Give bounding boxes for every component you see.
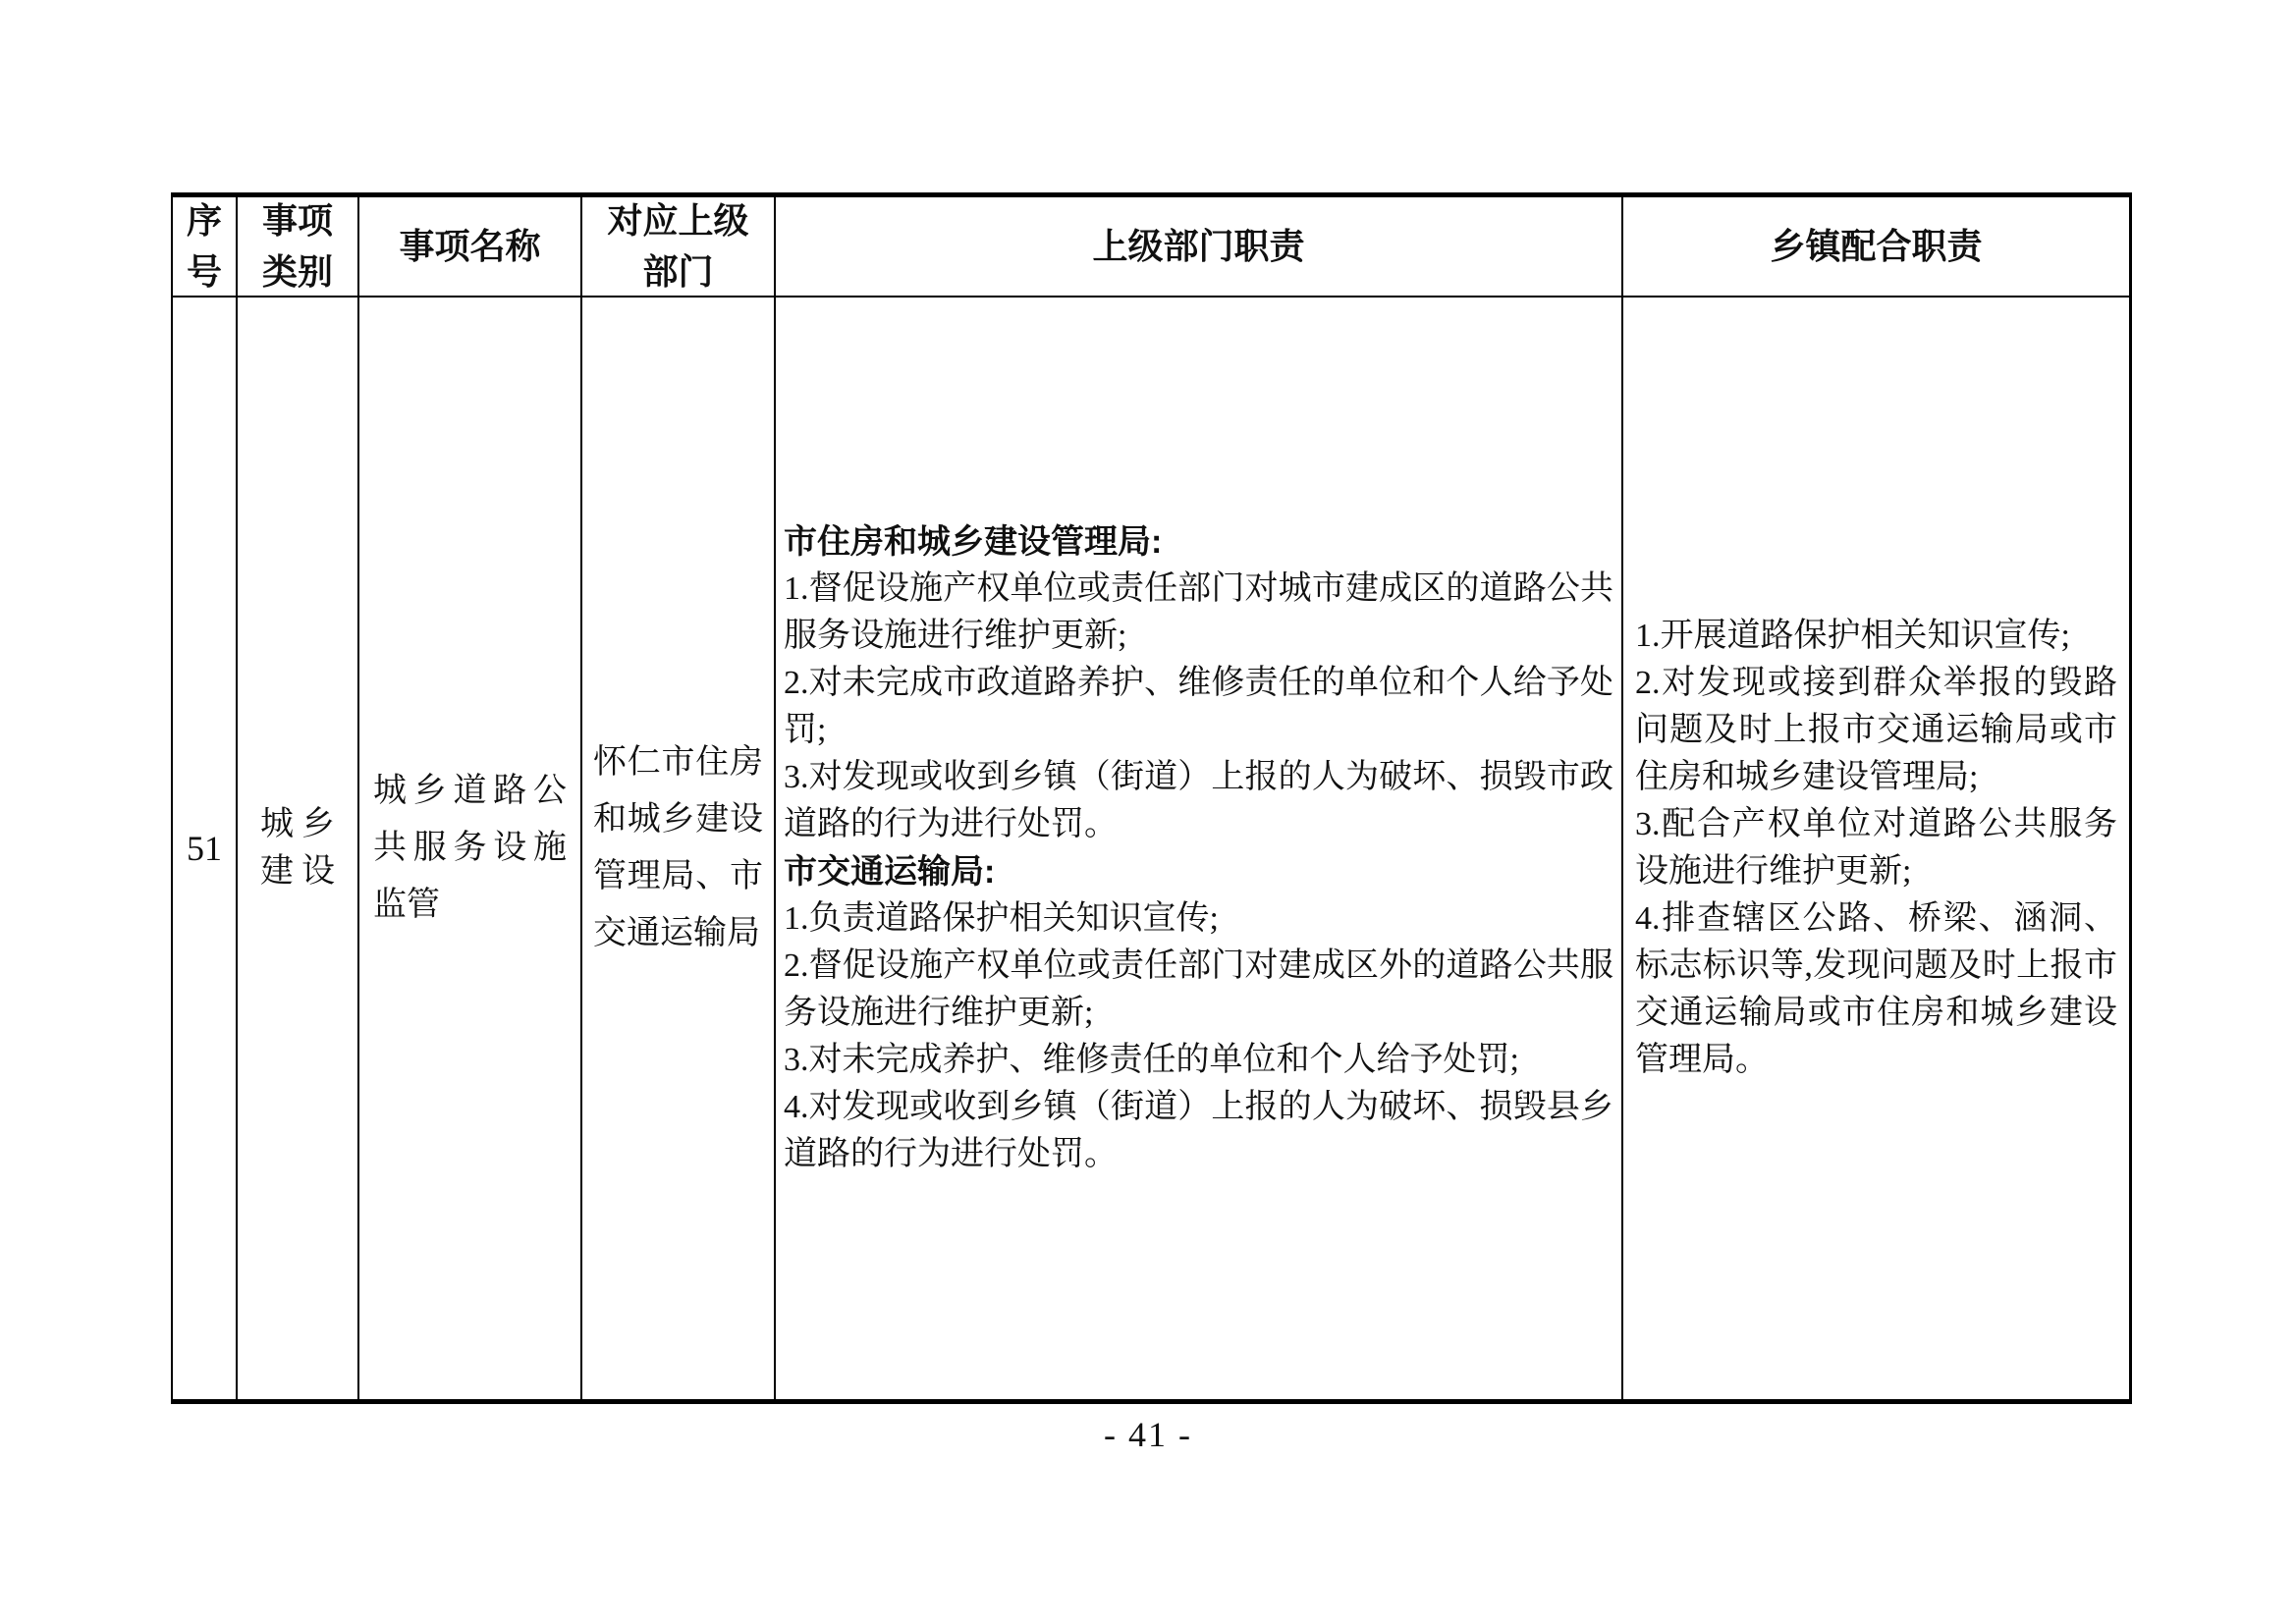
item-category-value: 城乡建设 [260,806,335,890]
duty-line: 4.对发现或收到乡镇（街道）上报的人为破坏、损毁县乡道路的行为进行处罚。 [784,1089,1613,1172]
cell-superior-department [582,298,776,1399]
township-duties-text [1635,613,2117,1084]
cell-township-duties [1623,298,2129,1399]
duty-line: 1.开展道路保护相关知识宣传; [1635,618,2070,654]
duty-line: 3.对发现或收到乡镇（街道）上报的人为破坏、损毁市政道路的行为进行处罚。 [784,759,1613,842]
duty-department-heading: 市住房和城乡建设管理局: [784,523,1163,561]
header-township-duties-label: 乡镇配合职责 [1770,226,1983,266]
header-item-name [359,197,582,298]
cell-item-category [238,298,359,1399]
responsibility-matrix-table [171,192,2132,1404]
header-item-category-label: 事项类别 [261,200,333,292]
header-superior-department [582,197,776,298]
header-superior-duties [776,197,1623,298]
duty-line: 3.对未完成养护、维修责任的单位和个人给予处罚; [784,1042,1519,1078]
duty-department-heading: 市交通运输局: [784,853,996,891]
header-serial-number-label: 序号 [186,200,222,292]
item-name-value: 城乡道路公共服务设施监管 [373,773,567,923]
cell-serial-number [173,298,238,1399]
duty-line: 2.对发现或接到群众举报的毁路问题及时上报市交通运输局或市住房和城乡建设管理局; [1635,665,2117,795]
duty-line: 2.对未完成市政道路养护、维修责任的单位和个人给予处罚; [784,665,1613,748]
header-superior-department-label: 对应上级部门 [607,200,749,292]
duty-line: 3.配合产权单位对道路公共服务设施进行维护更新; [1635,806,2117,890]
duty-line: 2.督促设施产权单位或责任部门对建成区外的道路公共服务设施进行维护更新; [784,947,1613,1031]
header-item-name-label: 事项名称 [399,226,541,266]
superior-duties-text [784,518,1613,1178]
header-township-duties [1623,197,2129,298]
cell-superior-duties [776,298,1623,1399]
header-superior-duties-label: 上级部门职责 [1092,226,1305,266]
header-item-category [238,197,359,298]
superior-department-value: 怀仁市住房和城乡建设管理局、市交通运输局 [593,744,763,951]
duty-line: 1.负责道路保护相关知识宣传; [784,900,1219,937]
page-number: - 41 - [1104,1415,1192,1454]
header-serial-number [173,197,238,298]
duty-line: 4.排查辖区公路、桥梁、涵洞、标志标识等,发现问题及时上报市交通运输局或市住房和城乡建设管理局。 [1635,900,2117,1078]
serial-number-value: 51 [187,829,222,868]
cell-item-name [359,298,582,1399]
duty-line: 1.督促设施产权单位或责任部门对城市建成区的道路公共服务设施进行维护更新; [784,570,1613,654]
